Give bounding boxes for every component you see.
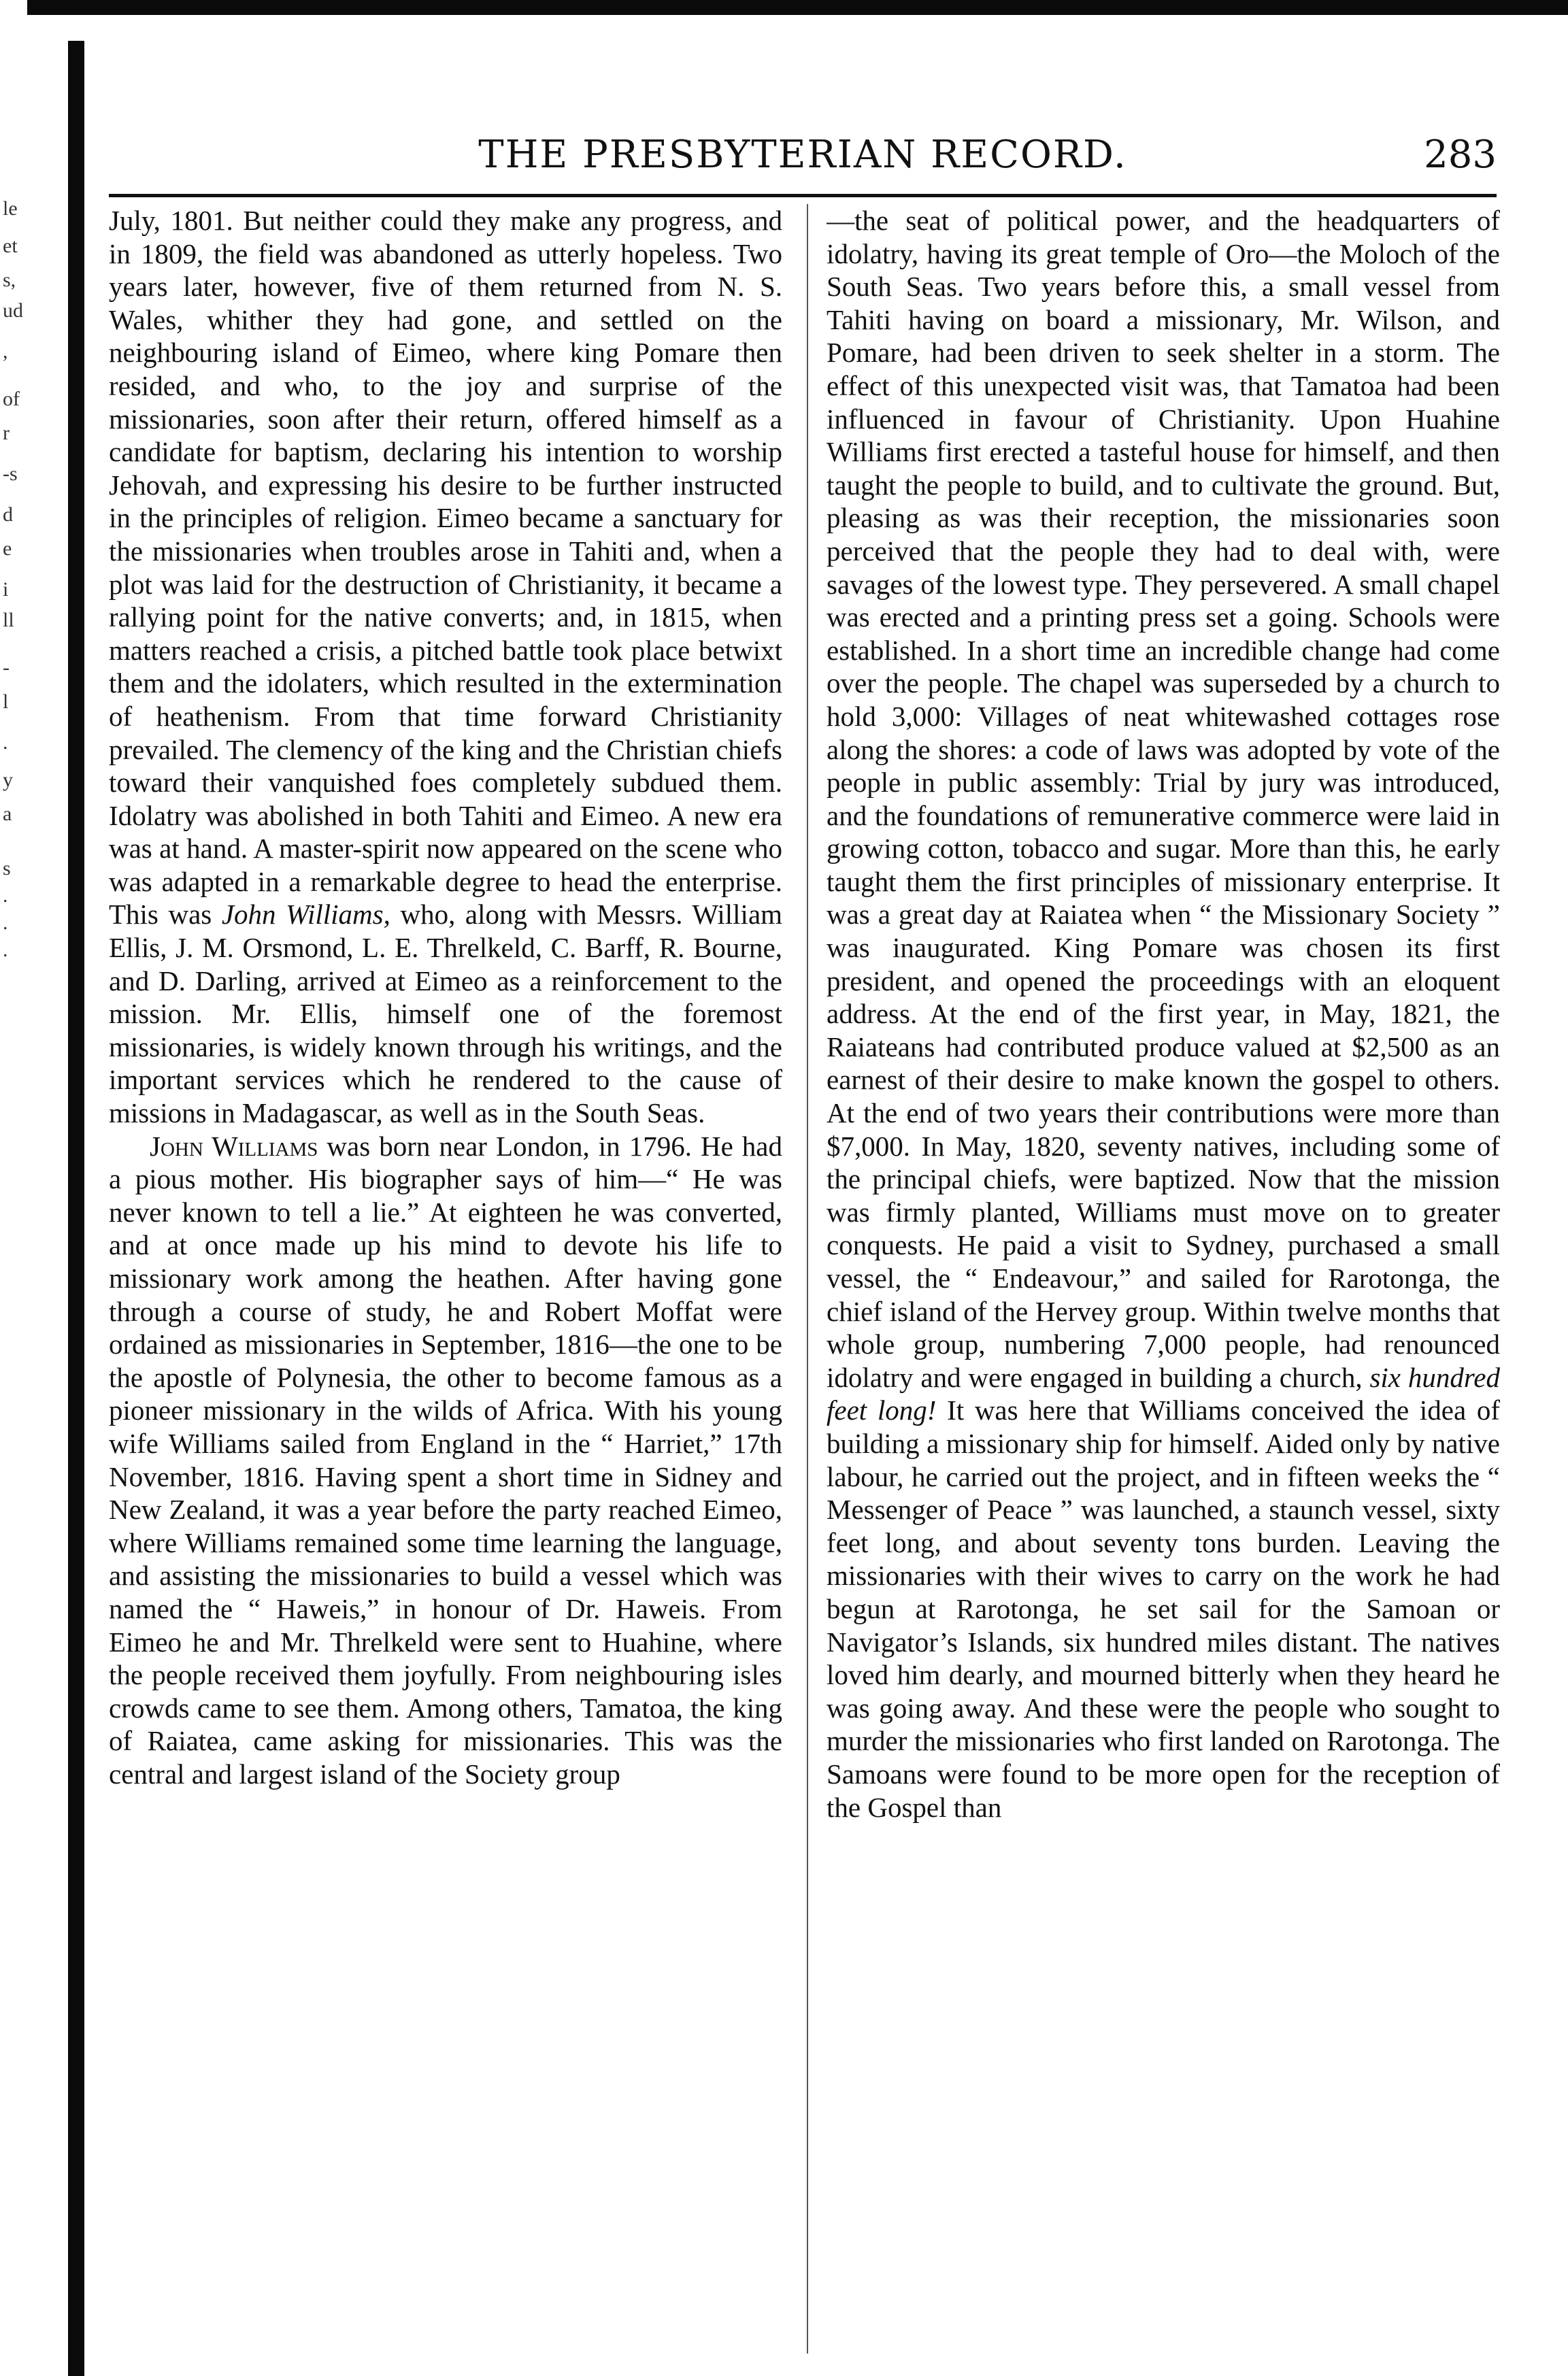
paragraph-text: was born near London, in 1796. He had a pious mother. His biographer says of him—“ He was never known to tell a lie.” At eighteen he was converted, and at once made up his mind to devote his life to missionary work among the heathen. After having gone through a course of study, he and Robert Moffat were ordained as missionaries in September, 1816—the one to be the apostle of Polynesia, the other to become famous as a pioneer missionary in the wilds of Africa. With his young wife Williams sailed from England in the “ Harriet,” 17th November, 1816. Having spent a short time in Sidney and New Zealand, it was a year before the party reached Eimeo, where Williams remained some time learning the language, and assisting the missionaries to build a vessel which was named the “ Haweis,” in honour of Dr. Haweis. From Eimeo he and Mr. Threlkeld were sent to Huahine, where the people received them joyfully. From neighbouring isles crowds came to see them. Among others, Tamatoa, the king of Raiatea, came asking for missionaries. This was the central and largest island of the Society group	[109, 1130, 782, 1790]
paragraph	[109, 1130, 782, 1791]
scan-binding-edge	[68, 41, 84, 2376]
lead-name: John Williams	[150, 1130, 318, 1162]
scan-top-edge	[27, 0, 1568, 15]
margin-fragment: r	[3, 422, 10, 444]
margin-fragment: l	[3, 690, 9, 713]
margin-fragment: s,	[3, 269, 16, 291]
paragraph-text: It was here that Williams conceived the idea of building a missionary ship for himself. Aided only by native labour, he carried out the project, and in fifteen weeks the “ Messenger of Peace ” was launched, a staunch vessel, sixty feet long, and about seventy tons burden. Leaving the missionaries with their wives to carry on the work he had begun at Rarotonga, he set sail for the Samoan or Navigator’s Islands, six hundred miles distant. The natives loved him dearly, and mourned bitterly when they heard he was going away. And these were the people who sought to murder the missionaries who first landed on Rarotonga. The Samoans were found to be more open for the reception of the Gospel than	[827, 1394, 1500, 1823]
page-header	[109, 133, 1497, 187]
margin-fragment: .	[3, 939, 8, 961]
margin-fragment: ud	[3, 299, 23, 322]
margin-fragment: et	[3, 235, 18, 257]
margin-fragment: of	[3, 388, 20, 410]
margin-fragment: .	[3, 884, 8, 907]
right-column	[827, 204, 1500, 2354]
margin-fragment: s	[3, 857, 11, 880]
paragraph	[109, 204, 782, 1130]
margin-fragment: -s	[3, 463, 18, 485]
margin-fragment: .	[3, 911, 8, 934]
page-number: 283	[1424, 133, 1497, 177]
left-column	[109, 204, 782, 2354]
margin-fragment: d	[3, 503, 13, 526]
paragraph-text: —the seat of political power, and the headquarters of idolatry, having its great temple of Oro—the Moloch of the South Seas. Two years before this, a small vessel from Tahiti having on board a missionary, Mr. Wilson, and Pomare, had been driven to seek shelter in a storm. The effect of this unexpected visit was, that Tamatoa had been influenced in favour of Christianity. Upon Huahine Williams first erected a tasteful house for himself, and then taught the people to build, and to cultivate the ground. But, pleasing as was their reception, the missionaries soon perceived that the people they had to deal with, were savages of the lowest type. They persevered. A small chapel was erected and a printing press set a going. Schools were established. In a short time an incredible change had come over the people. The chapel was superseded by a church to hold 3,000: Villages of neat whitewashed cottages rose along the shores: a code of laws was adopted by vote of the people in public assembly: Trial by jury was introduced, and the foundations of remunerative commerce were laid in growing cotton, tobacco and sugar. More than this, he early taught them the first principles of missionary enterprise. It was a great day at Raiatea when “ the Missionary Society ” was inaugurated. King Pomare was chosen its first president, and opened the proceedings with an eloquent address. At the end of the first year, in May, 1821, the Raiateans had contributed produce valued at $2,500 as an earnest of their desire to make known the gospel to others. At the end of two years their contributions were more than $7,000. In May, 1820, seventy natives, including some of the principal chiefs, were baptized. Now that the mission was firmly planted, Williams must move on to greater conquests. He paid a visit to Sydney, purchased a small vessel, the “ Endeavour,” and sailed for Rarotonga, the chief island of the Hervey group. Within twelve months that whole group, numbering 7,000 people, had renounced idolatry and were engaged in building a church,	[827, 205, 1500, 1393]
margin-fragment: .	[3, 731, 8, 754]
paragraph-text: who, along with Messrs. William Ellis, J. M. Orsmond, L. E. Threlkeld, C. Barff, R. Bourne, and D. Darling, arrived at Eimeo as a reinforcement to the mission. Mr. Ellis, himself one of the foremost missionaries, is widely known through his writings, and the important services which he rendered to the cause of missions in Madagascar, as well as in the South Seas.	[109, 899, 782, 1129]
margin-fragment: le	[3, 197, 18, 220]
margin-fragment: ll	[3, 609, 14, 631]
margin-fragment: i	[3, 578, 9, 601]
person-name: John Williams,	[221, 899, 390, 931]
emphasis: six hundred feet long!	[827, 1361, 1500, 1426]
margin-fragment: ,	[3, 340, 8, 363]
paragraph-text: July, 1801. But neither could they make any progress, and in 1809, the field was abandoned as utterly hopeless. Two years later, however, five of them returned from N. S. Wales, whither they had gone, and settled on the neighbouring island of Eimeo, where king Pomare then resided, and who, to the joy and surprise of the missionaries, soon after their return, offered himself as a candidate for baptism, declaring his intention to worship Jehovah, and expressing his desire to be further instructed in the principles of religion. Eimeo became a sanctuary for the missionaries when troubles arose in Tahiti and, when a plot was laid for the destruction of Christianity, it became a rallying point for the native converts; and, in 1815, when matters reached a crisis, a pitched battle took place betwixt them and the idolaters, which resulted in the extermination of heathenism. From that time forward Christianity prevailed. The clemency of the king and the Christian chiefs toward their vanquished foes completely subdued them. Idolatry was abolished in both Tahiti and Eimeo. A new era was at hand. A master-spirit now appeared on the scene who was adapted in a remarkable degree to head the enterprise. This was	[109, 205, 782, 931]
journal-title: THE PRESBYTERIAN RECORD.	[478, 133, 1127, 177]
margin-fragment: -	[3, 656, 10, 679]
margin-fragment: a	[3, 803, 12, 825]
margin-fragment: y	[3, 769, 13, 791]
paragraph	[827, 204, 1500, 1824]
column-divider	[807, 204, 808, 2354]
margin-fragment: e	[3, 537, 12, 560]
header-rule	[109, 194, 1497, 197]
adjacent-page-fragments	[0, 0, 54, 2376]
